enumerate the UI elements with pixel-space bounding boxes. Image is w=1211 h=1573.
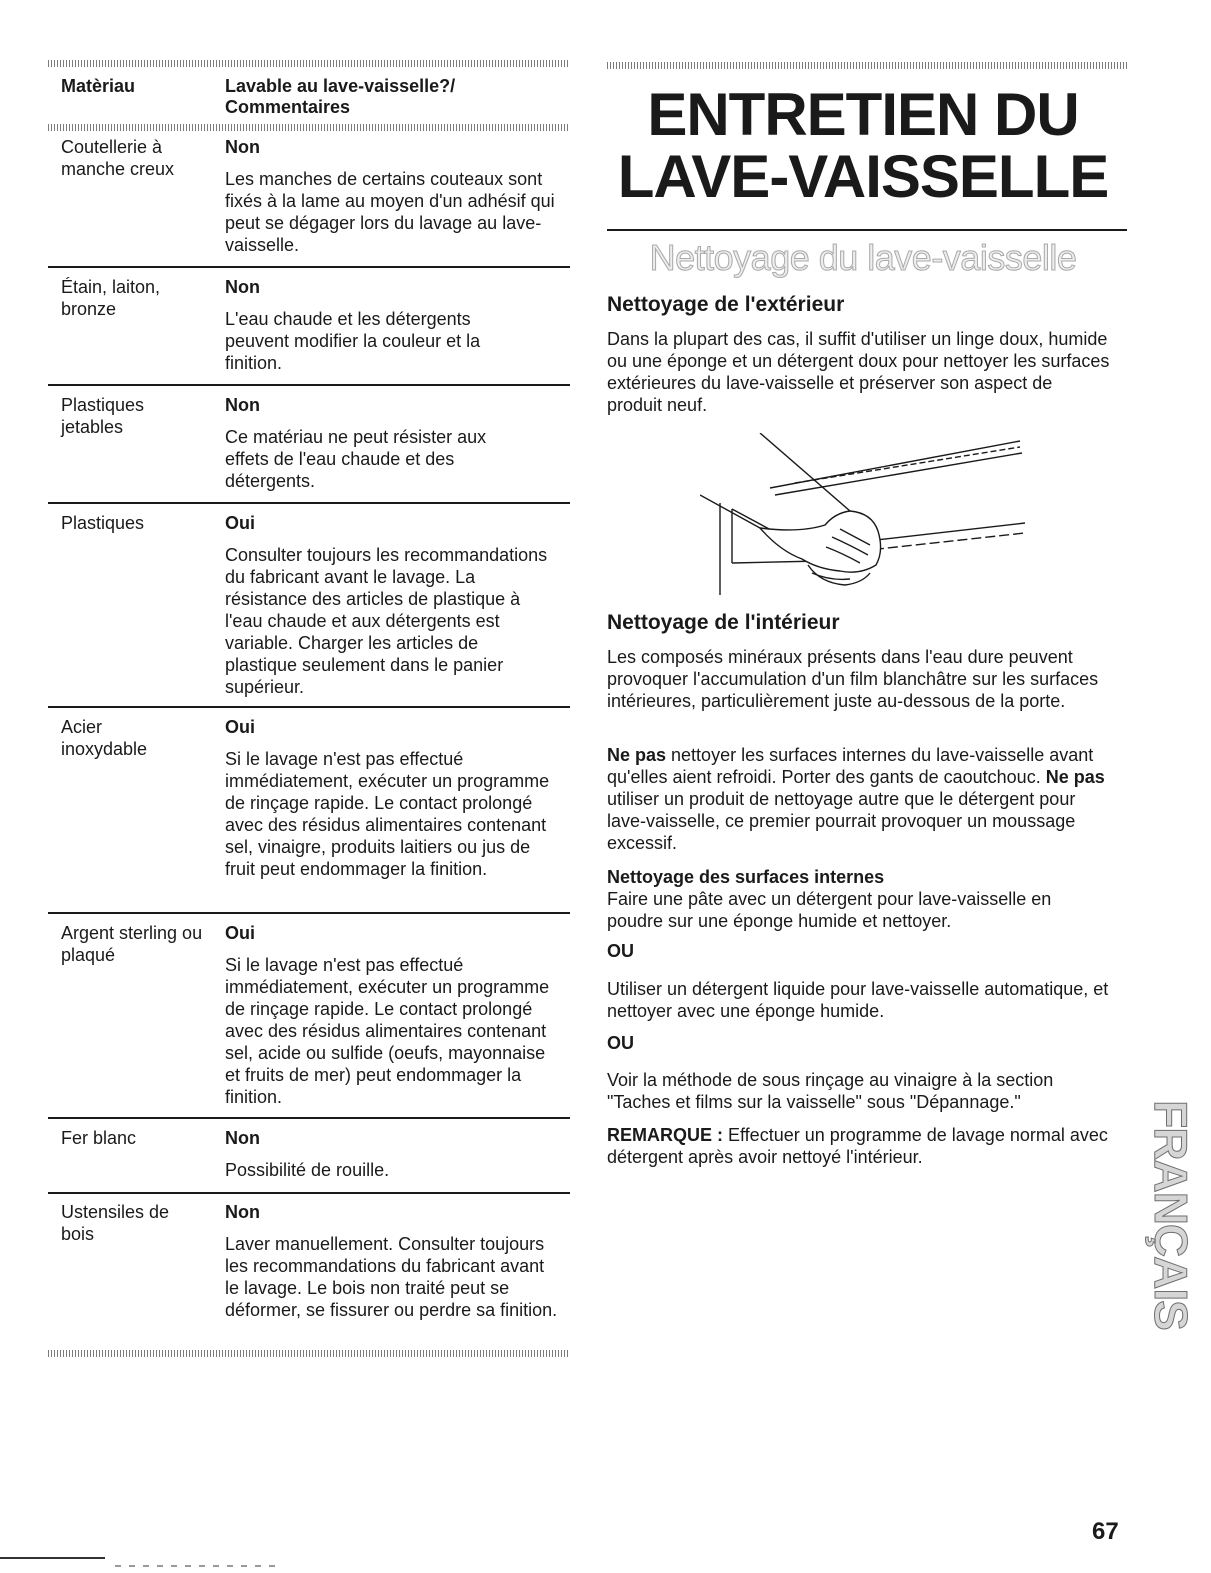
verdict-cell: Non xyxy=(225,395,260,415)
row-divider xyxy=(48,502,570,504)
note-text xyxy=(607,1124,1112,1168)
header-comment-line1: Lavable au lave-vaisselle?/ xyxy=(225,76,456,96)
note-label: REMARQUE : xyxy=(607,1125,723,1145)
interior-text: Les composés minéraux présents dans l'eau dure peuvent provoquer l'accumulation d'un film blanchâtre sur les surfaces intérieures, particulièrement juste au-dessous de la porte. xyxy=(607,647,1099,711)
surfaces-heading: Nettoyage des surfaces internes xyxy=(607,867,885,887)
table-top-rule xyxy=(48,60,570,67)
verdict-cell: Non xyxy=(225,277,260,297)
caution-bold-1: Ne pas xyxy=(607,745,667,765)
footer-rule xyxy=(0,1557,105,1559)
verdict-cell: Oui xyxy=(225,717,255,737)
material-cell: Coutellerie à manche creux xyxy=(61,137,175,179)
vinegar-text: Voir la méthode de sous rinçage au vinaigre à la section "Taches et films sur la vaisselle" sous "Dépannage." xyxy=(607,1070,1054,1112)
comment-cell: Si le lavage n'est pas effectué immédiatement, exécuter un programme de rinçage rapide. Le contact prolongé avec des résidus alimentaires contenant sel, acide ou sulfide (oeufs, mayonnaise et fruits de mer) peut endommager la finition. xyxy=(225,955,550,1107)
title-bottom-rule xyxy=(607,229,1127,231)
page-title xyxy=(598,81,1128,210)
row-divider xyxy=(48,266,570,268)
comment-cell: L'eau chaude et les détergents peuvent modifier la couleur et la finition. xyxy=(225,309,481,373)
material-cell: Argent sterling ou plaqué xyxy=(61,923,203,965)
surfaces-text: Faire une pâte avec un détergent pour lave-vaisselle en poudre sur une éponge humide et nettoyer. xyxy=(607,889,1052,931)
verdict-cell: Non xyxy=(225,1202,260,1222)
title-line-1: ENTRETIEN DU xyxy=(647,81,1079,148)
verdict-cell: Oui xyxy=(225,923,255,943)
verdict-cell: Non xyxy=(225,137,260,157)
interior-caution xyxy=(607,744,1112,854)
comment-cell: Laver manuellement. Consulter toujours les recommandations du fabricant avant le lavage. Le bois non traité peut se déformer, se fissurer ou perdre sa finition. xyxy=(225,1234,558,1320)
exterior-text: Dans la plupart des cas, il suffit d'utiliser un linge doux, humide ou une éponge et un détergent doux pour nettoyer les surfaces extérieures du lave-vaisselle et préserver son aspect de produit neuf. xyxy=(607,329,1110,415)
row-divider xyxy=(48,384,570,386)
section-title: Nettoyage du lave-vaisselle xyxy=(649,237,1077,278)
caution-bold-2: Ne pas xyxy=(1045,767,1105,787)
title-top-rule xyxy=(607,62,1127,69)
row-divider xyxy=(48,706,570,708)
comment-cell: Si le lavage n'est pas effectué immédiatement, exécuter un programme de rinçage rapide. Le contact prolongé avec des résidus alimentaires contenant sel, vinaigre, produits laitiers ou jus de fruit peut endommager la finition. xyxy=(225,749,550,879)
material-cell: Étain, laiton, bronze xyxy=(61,277,161,319)
interior-heading: Nettoyage de l'intérieur xyxy=(607,611,840,634)
footer-faint-rule xyxy=(115,1565,275,1567)
note-body: Effectuer un programme de lavage normal avec détergent après avoir nettoyé l'intérieur. xyxy=(607,1125,1108,1167)
exterior-heading: Nettoyage de l'extérieur xyxy=(607,293,845,316)
page-number: 67 xyxy=(1092,1518,1119,1545)
material-cell: Fer blanc xyxy=(61,1128,137,1148)
language-side-tab xyxy=(1145,1080,1198,1350)
comment-cell: Ce matériau ne peut résister aux effets de l'eau chaude et des détergents. xyxy=(225,427,487,491)
row-divider xyxy=(48,912,570,914)
material-cell: Acier inoxydable xyxy=(61,717,148,759)
row-divider xyxy=(48,1117,570,1119)
header-material: Matèriau xyxy=(61,76,136,96)
table-header-rule xyxy=(48,124,570,131)
liquid-detergent-text: Utiliser un détergent liquide pour lave-vaisselle automatique, et nettoyer avec une éponge humide. xyxy=(607,979,1109,1021)
comment-cell: Consulter toujours les recommandations du fabricant avant le lavage. La résistance des articles de plastique à l'eau chaude et aux détergents est variable. Charger les articles de plastique seulement dans le panier supérieur. xyxy=(225,545,548,697)
language-label: FRANÇAIS xyxy=(1145,1100,1198,1330)
verdict-cell: Oui xyxy=(225,513,255,533)
material-cell: Ustensiles de bois xyxy=(61,1202,170,1244)
cleaning-hand-illustration xyxy=(700,433,1040,603)
or-label-1: OU xyxy=(607,941,634,961)
comment-cell: Les manches de certains couteaux sont fixés à la lame au moyen d'un adhésif qui peut se dégager lors du lavage au lave-vaisselle. xyxy=(225,169,555,255)
caution-text-2: utiliser un produit de nettoyage autre que le détergent pour lave-vaisselle, ce premier pourrait provoquer un moussage excessif. xyxy=(607,789,1076,853)
table-bottom-rule xyxy=(48,1350,570,1357)
title-line-2: LAVE-VAISSELLE xyxy=(617,143,1109,210)
verdict-cell: Non xyxy=(225,1128,260,1148)
row-divider xyxy=(48,1192,570,1194)
material-cell: Plastiques jetables xyxy=(61,395,145,437)
header-comment-line2: Commentaires xyxy=(225,97,351,117)
comment-cell: Possibilité de rouille. xyxy=(225,1160,390,1180)
caution-text-1: nettoyer les surfaces internes du lave-vaisselle avant qu'elles aient refroidi. Porter des gants de caoutchouc. xyxy=(607,745,1094,787)
material-cell: Plastiques xyxy=(61,513,145,533)
or-label-2: OU xyxy=(607,1033,634,1053)
